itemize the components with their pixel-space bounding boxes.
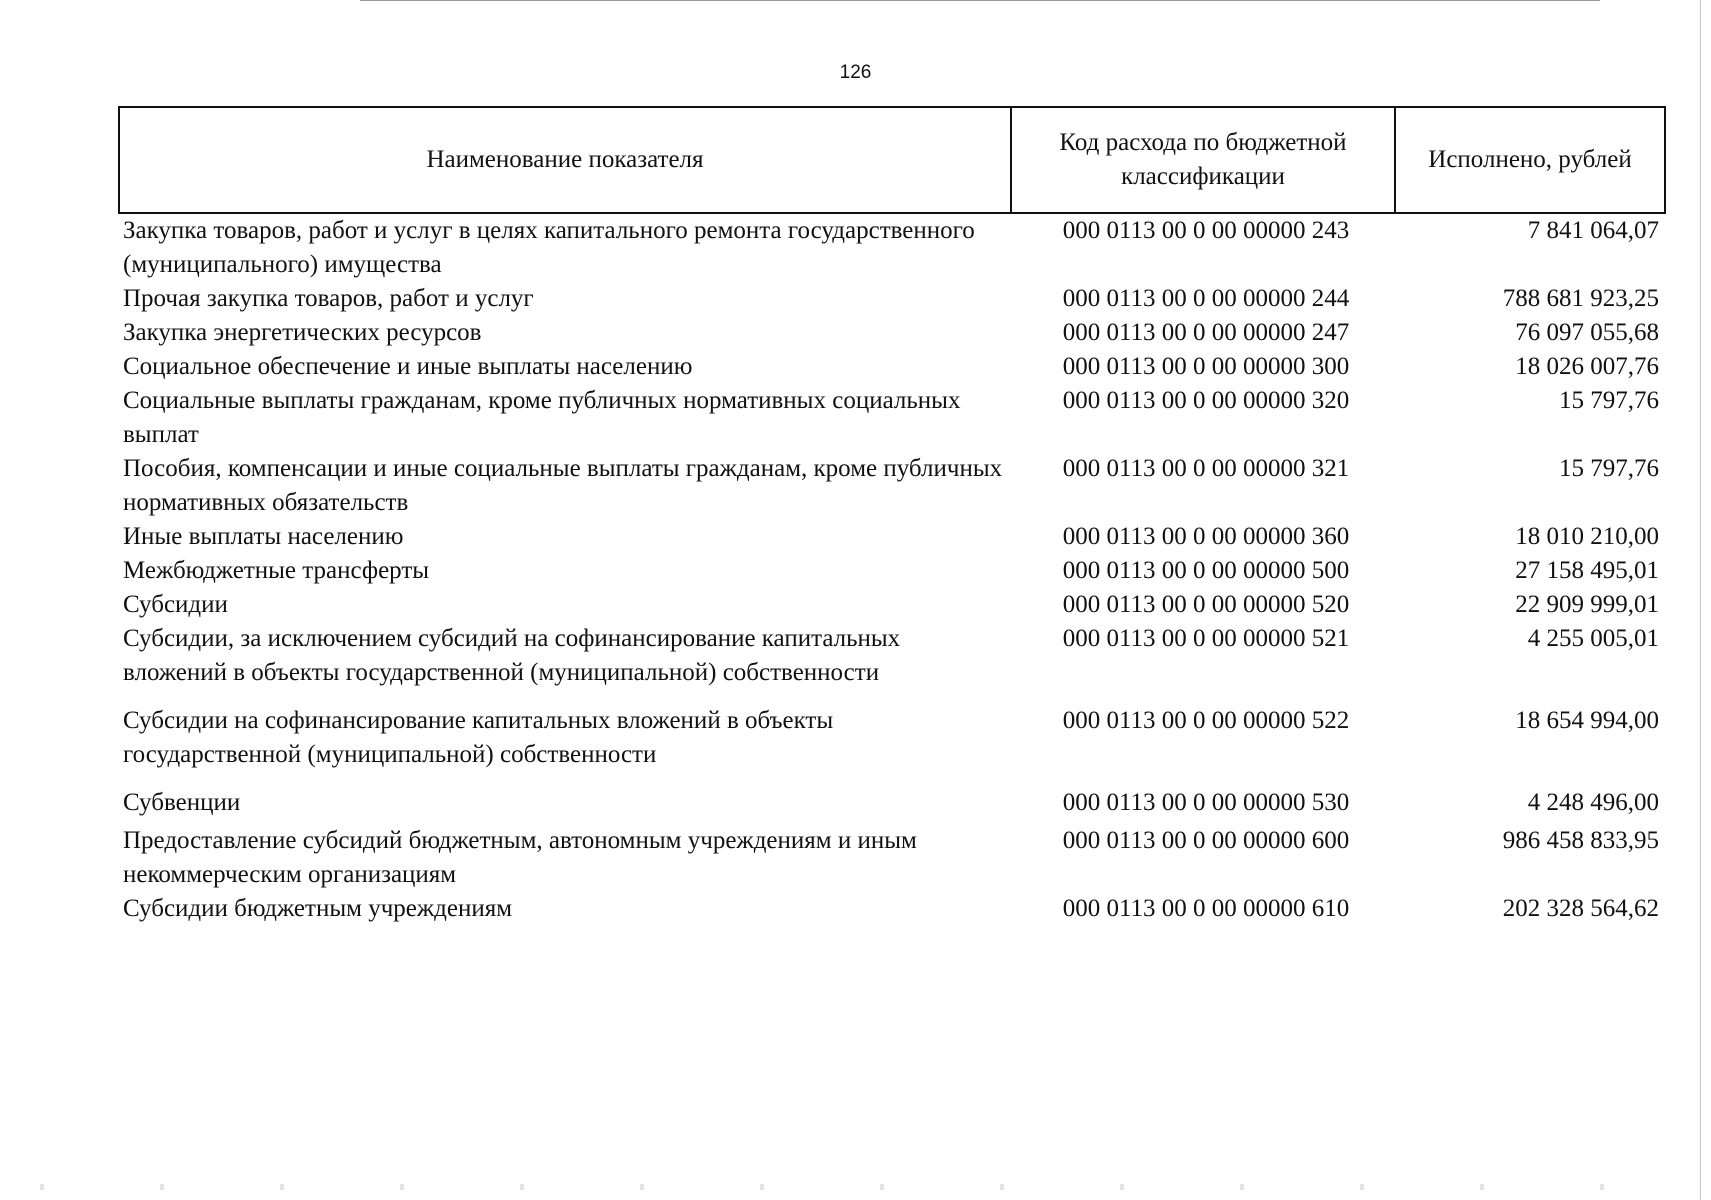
row-name: Закупка товаров, работ и услуг в целях капитального ремонта государственного (муниципального) имущества: [123, 217, 975, 278]
row-name: Пособия, компенсации и иные социальные выплаты гражданам, кроме публичных нормативных обязательств: [123, 455, 1003, 516]
row-amount: 4 255 005,01: [1527, 625, 1659, 652]
table-row: [119, 350, 1665, 384]
row-amount: 18 010 210,00: [1515, 523, 1659, 550]
row-name: Субвенции: [123, 789, 241, 816]
scan-edge-top: [360, 0, 1600, 1]
row-name: Субсидии бюджетным учреждениям: [123, 895, 513, 922]
row-name: Иные выплаты населению: [123, 523, 404, 550]
table-row: [119, 824, 1665, 892]
row-code: 000 0113 00 0 00 00000 500: [1062, 557, 1350, 584]
row-code: 000 0113 00 0 00 00000 244: [1062, 285, 1350, 312]
table-row: [119, 892, 1665, 926]
table-row: [119, 316, 1665, 350]
header-code: Код расхода по бюджетной классификации: [1011, 107, 1395, 213]
scan-noise-bottom: [0, 1184, 1711, 1190]
row-amount: 202 328 564,62: [1502, 895, 1659, 922]
row-code: 000 0113 00 0 00 00000 530: [1062, 789, 1350, 816]
table-row: [119, 588, 1665, 622]
page-number: 126: [839, 62, 872, 83]
row-code: 000 0113 00 0 00 00000 521: [1062, 625, 1350, 652]
row-name: Закупка энергетических ресурсов: [123, 319, 482, 346]
row-code: 000 0113 00 0 00 00000 321: [1062, 455, 1350, 482]
row-amount: 15 797,76: [1559, 387, 1659, 414]
row-name: Предоставление субсидий бюджетным, автономным учреждениям и иным некоммерческим организациям: [123, 827, 917, 888]
row-amount: 788 681 923,25: [1502, 285, 1659, 312]
row-amount: 76 097 055,68: [1515, 319, 1659, 346]
row-name: Субсидии на софинансирование капитальных вложений в объекты государственной (муниципальной) собственности: [123, 707, 834, 768]
table-row: [119, 704, 1665, 786]
table-row: [119, 384, 1665, 452]
row-amount: 18 654 994,00: [1515, 707, 1659, 734]
header-row: [119, 107, 1665, 213]
table-header: [119, 107, 1665, 213]
table-row: [119, 452, 1665, 520]
row-name: Межбюджетные трансферты: [123, 557, 430, 584]
row-amount: 27 158 495,01: [1515, 557, 1659, 584]
table-row: [119, 554, 1665, 588]
row-amount: 7 841 064,07: [1527, 217, 1659, 244]
row-name: Субсидии, за исключением субсидий на софинансирование капитальных вложений в объекты государственной (муниципальной) собственности: [123, 625, 901, 686]
row-amount: 986 458 833,95: [1502, 827, 1659, 854]
row-code: 000 0113 00 0 00 00000 522: [1062, 707, 1350, 734]
row-code: 000 0113 00 0 00 00000 243: [1062, 217, 1350, 244]
row-code: 000 0113 00 0 00 00000 247: [1062, 319, 1350, 346]
row-code: 000 0113 00 0 00 00000 300: [1062, 353, 1350, 380]
table-row: [119, 282, 1665, 316]
row-code: 000 0113 00 0 00 00000 320: [1062, 387, 1350, 414]
header-amount: Исполнено, рублей: [1395, 107, 1665, 213]
row-amount: 22 909 999,01: [1515, 591, 1659, 618]
table-row: [119, 213, 1665, 282]
table-row: [119, 520, 1665, 554]
table-row: [119, 786, 1665, 824]
row-amount: 4 248 496,00: [1527, 789, 1659, 816]
row-amount: 15 797,76: [1559, 455, 1659, 482]
table-row: [119, 622, 1665, 704]
header-name: Наименование показателя: [119, 107, 1011, 213]
row-name: Социальные выплаты гражданам, кроме публичных нормативных социальных выплат: [123, 387, 961, 448]
scan-edge-right: [1700, 0, 1701, 1200]
row-code: 000 0113 00 0 00 00000 520: [1062, 591, 1350, 618]
row-name: Социальное обеспечение и иные выплаты населению: [123, 353, 693, 380]
row-name: Прочая закупка товаров, работ и услуг: [123, 285, 534, 312]
table-body: [119, 213, 1665, 926]
row-amount: 18 026 007,76: [1515, 353, 1659, 380]
row-code: 000 0113 00 0 00 00000 360: [1062, 523, 1350, 550]
row-code: 000 0113 00 0 00 00000 610: [1062, 895, 1350, 922]
row-name: Субсидии: [123, 591, 228, 618]
row-code: 000 0113 00 0 00 00000 600: [1062, 827, 1350, 854]
budget-execution-table: [118, 106, 1666, 926]
